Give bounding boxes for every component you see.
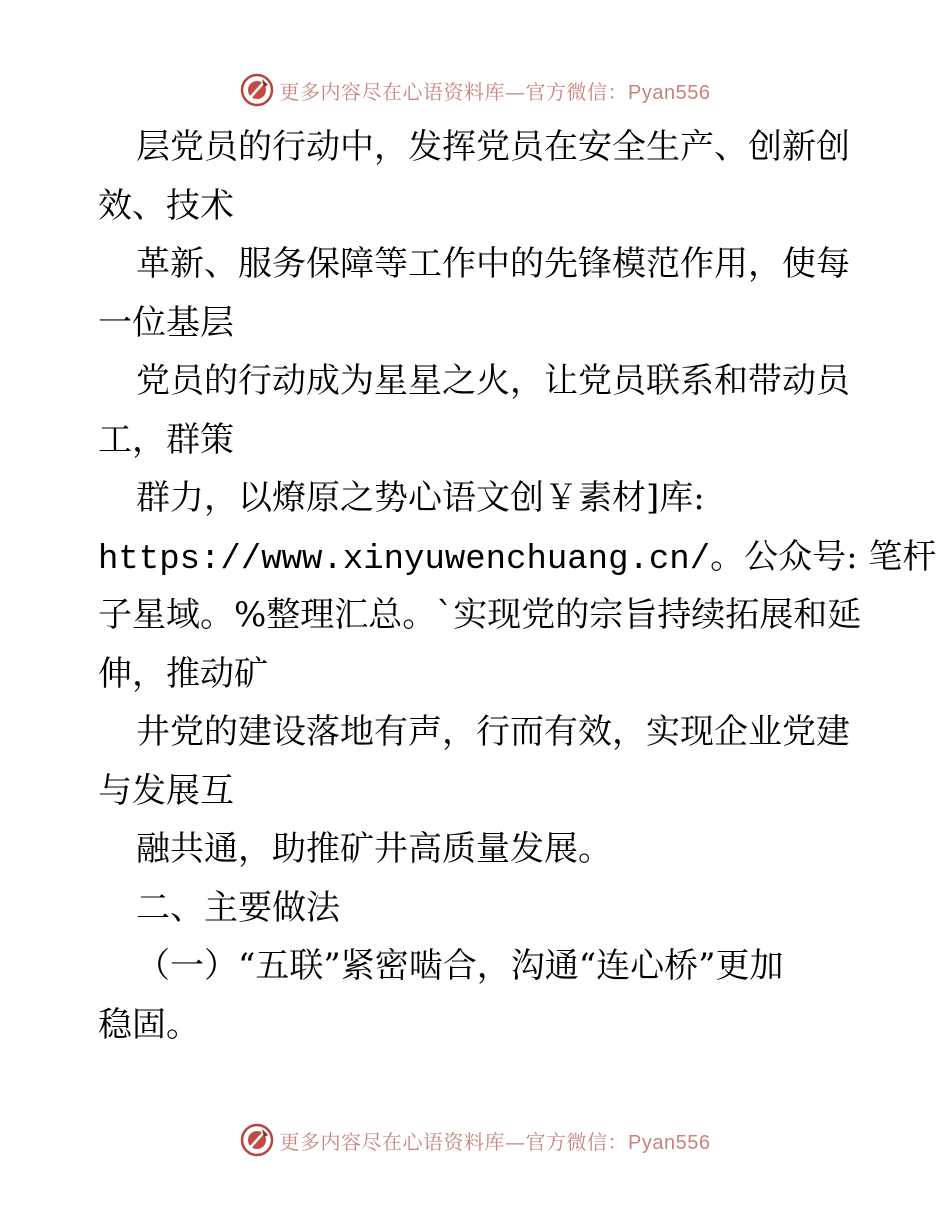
text-line: 融共通，助推矿井高质量发展。	[136, 829, 612, 869]
url-text: https://www.xinyuwenchuang.cn/	[98, 540, 711, 579]
text-line: 党员的行动成为星星之火，让党员联系和带动员	[136, 361, 850, 401]
text-line: 子星域。%整理汇总。`实现党的宗旨持续拓展和延	[98, 595, 862, 635]
text-line: 效、技术	[98, 185, 234, 226]
header-watermark	[0, 70, 950, 110]
wechat-text: 。公众号: 笔杆	[710, 536, 937, 577]
text-line: 与发展互	[98, 770, 234, 811]
subsection-heading: （一）“五联”紧密啮合，沟通“连心桥”更加	[136, 946, 784, 986]
text-line: 稳固。	[98, 1004, 200, 1045]
seal-logo-icon	[240, 73, 274, 107]
text-line: 群力，以燎原之势心语文创￥素材]库:	[136, 478, 705, 518]
text-line: 井党的建设落地有声，行而有效，实现企业党建	[136, 712, 850, 752]
text-line: 伸，推动矿	[98, 653, 268, 694]
text-line: 革新、服务保障等工作中的先锋模范作用，使每	[136, 244, 850, 284]
seal-logo-icon	[240, 1123, 274, 1157]
section-heading: 二、主要做法	[136, 887, 340, 928]
text-line: 一位基层	[98, 302, 234, 343]
document-body	[98, 118, 937, 1054]
text-line-url	[98, 528, 937, 587]
text-line: 层党员的行动中，发挥党员在安全生产、创新创	[136, 127, 850, 167]
watermark-text: 更多内容尽在心语资料库—官方微信：Pyan556	[279, 79, 711, 104]
watermark-text: 更多内容尽在心语资料库—官方微信：Pyan556	[279, 1129, 711, 1154]
footer-watermark	[0, 1120, 950, 1160]
text-line: 工，群策	[98, 419, 234, 460]
